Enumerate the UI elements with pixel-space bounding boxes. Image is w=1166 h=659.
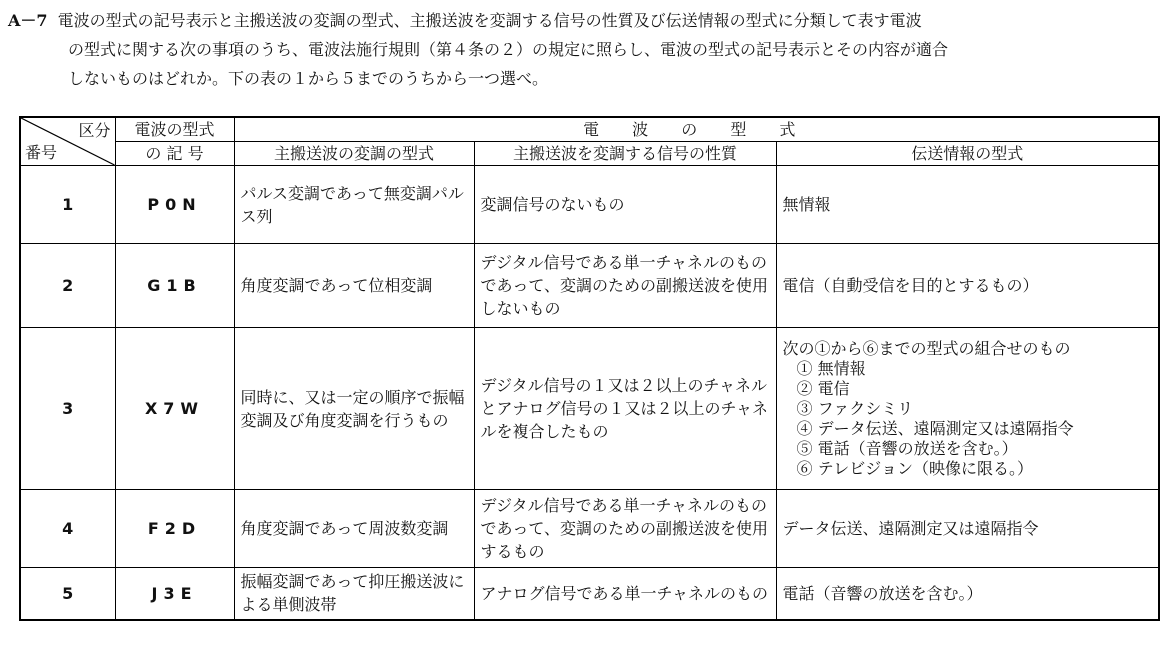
list-item: ③ ファクシミリ [796,398,914,418]
modulation-type: 振幅変調であって抑圧搬送波による単側波帯 [234,568,474,620]
question-line-1: A－7 電波の型式の記号表示と主搬送波の変調の型式、主搬送波を変調する信号の性質及び伝送情報の型式に分類して表す電波 [8,11,922,30]
row-number: 3 [20,328,115,490]
radio-wave-type-table [19,116,1160,621]
table-row [20,568,1159,620]
list-item: ⑤ 電話（音響の放送を含む。） [796,438,1018,458]
question-line-2: の型式に関する次の事項のうち、電波法施行規則（第４条の２）の規定に照らし、電波の型式の記号表示とその内容が適合 [68,40,949,59]
info-type [776,328,1159,490]
list-item: ⑥ テレビジョン（映像に限る。） [796,458,1033,478]
wave-symbol: J3E [115,568,234,620]
table-row [20,490,1159,568]
header-bango: 番号 [25,143,58,162]
list-item: ② 電信 [796,378,850,398]
table-row [20,166,1159,244]
table-row [20,328,1159,490]
wave-symbol: X7W [115,328,234,490]
modulation-type: 角度変調であって位相変調 [234,244,474,328]
header-type-group: 電 波 の 型 式 [234,117,1159,142]
list-item: ④ データ伝送、遠隔測定又は遠隔指令 [796,418,1074,438]
question-number: A－7 [8,11,48,30]
header-row-1 [20,117,1159,142]
header-col-info: 伝送情報の型式 [776,142,1159,166]
signal-nature: デジタル信号である単一チャネルのものであって、変調のための副搬送波を使用しないもの [474,244,776,328]
wave-symbol: F2D [115,490,234,568]
header-symbol-top: 電波の型式 [115,117,234,142]
signal-nature: デジタル信号の１又は２以上のチャネルとアナログ信号の１又は２以上のチャネルを複合したもの [474,328,776,490]
info-type: データ伝送、遠隔測定又は遠隔指令 [776,490,1159,568]
wave-symbol: G1B [115,244,234,328]
diagonal-header-cell [20,117,115,166]
row-number: 2 [20,244,115,328]
modulation-type: 角度変調であって周波数変調 [234,490,474,568]
signal-nature: 変調信号のないもの [474,166,776,244]
header-kubun: 区分 [78,121,111,140]
header-symbol-bottom: の 記 号 [115,142,234,166]
info-type: 無情報 [776,166,1159,244]
header-col-signal: 主搬送波を変調する信号の性質 [474,142,776,166]
modulation-type: 同時に、又は一定の順序で振幅変調及び角度変調を行うもの [234,328,474,490]
wave-symbol: P0N [115,166,234,244]
signal-nature: アナログ信号である単一チャネルのもの [474,568,776,620]
row-number: 5 [20,568,115,620]
question-line-3: しないものはどれか。下の表の１から５までのうちから一つ選べ。 [68,69,549,88]
table-row [20,244,1159,328]
info-type-list [783,339,1153,479]
header-row-2 [20,142,1159,166]
row-number: 4 [20,490,115,568]
info-type: 電信（自動受信を目的とするもの） [776,244,1159,328]
row-number: 1 [20,166,115,244]
list-item: 次の①から⑥までの型式の組合せのもの [782,338,1071,358]
list-item: ① 無情報 [796,358,866,378]
question-text [8,6,1158,93]
header-col-modulation: 主搬送波の変調の型式 [234,142,474,166]
signal-nature: デジタル信号である単一チャネルのものであって、変調のための副搬送波を使用するもの [474,490,776,568]
info-type: 電話（音響の放送を含む。） [776,568,1159,620]
modulation-type: パルス変調であって無変調パルス列 [234,166,474,244]
